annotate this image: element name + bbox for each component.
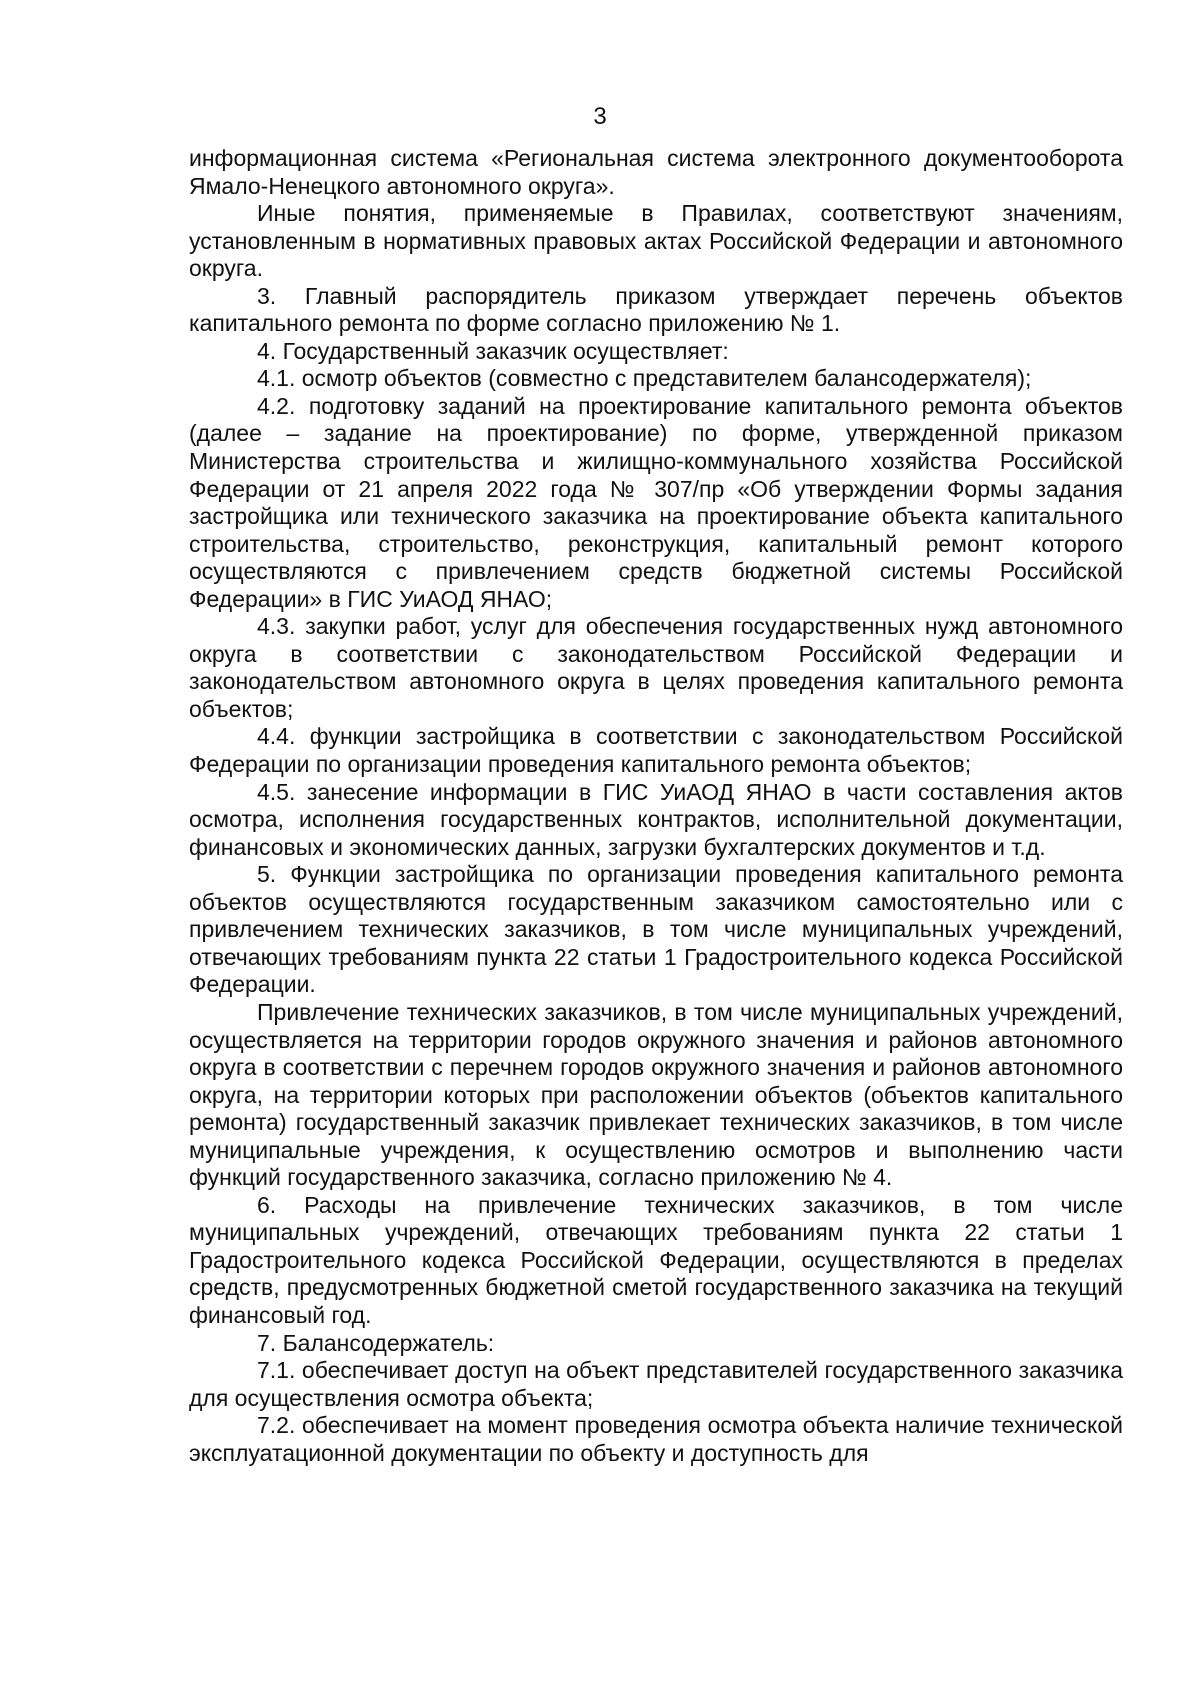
paragraph: 4.5. занесение информации в ГИС УиАОД ЯНАО в части составления актов осмотра, исполнения государственных контрактов, исполнительной документации, финансовых и экономических данных, загрузки бухгалтерских документов и т.д. bbox=[189, 778, 1123, 860]
paragraph: 4.3. закупки работ, услуг для обеспечения государственных нужд автономного округа в соответствии с законодательством Российской Федерации и законодательством автономного округа в целях проведения капитального ремонта объектов; bbox=[189, 613, 1123, 722]
paragraph: 4. Государственный заказчик осуществляет: bbox=[257, 337, 729, 364]
paragraph: 4.2. подготовку заданий на проектирование капитального ремонта объектов (далее – задание на проектирование) по форме, утвержденной приказом Министерства строительства и жилищно-коммунального хозяйства Российской Федерации от 21 апреля 2022 года № 307/пр «Об утверждении Формы задания застройщика или технического заказчика на проектирование объекта капитального строительства, строительство, реконструкция, капитальный ремонт которого осуществляются с привлечением средств бюджетной системы Российской Федерации» в ГИС УиАОД ЯНАО; bbox=[189, 392, 1123, 612]
paragraph: информационная система «Региональная система электронного документооборота Ямало-Ненецкого автономного округа». bbox=[189, 145, 1123, 199]
page-number: 3 bbox=[593, 103, 607, 130]
paragraph: 4.4. функции застройщика в соответствии с законодательством Российской Федерации по организации проведения капитального ремонта объектов; bbox=[189, 723, 1123, 778]
paragraph: Привлечение технических заказчиков, в том числе муниципальных учреждений, осуществляется на территории городов окружного значения и районов автономного округа в соответствии с перечнем городов окружного значения и районов автономного округа, на территории которых при расположении объектов (объектов капитального ремонта) государственный заказчик привлекает технических заказчиков, в том числе муниципальные учреждения, к осуществлению осмотров и выполнению части функций государственного заказчика, согласно приложению № 4. bbox=[189, 998, 1123, 1191]
paragraph: 5. Функции застройщика по организации проведения капитального ремонта объектов осуществляются государственным заказчиком самостоятельно или с привлечением технических заказчиков, в том числе муниципальных учреждений, отвечающих требованиям пункта 22 статьи 1 Градостроительного кодекса Российской Федерации. bbox=[189, 861, 1123, 998]
paragraph: 4.1. осмотр объектов (совместно с представителем балансодержателя); bbox=[257, 365, 1032, 392]
document-body bbox=[189, 145, 1123, 1467]
paragraph: 7. Балансодержатель: bbox=[257, 1329, 495, 1356]
paragraph: 6. Расходы на привлечение технических заказчиков, в том числе муниципальных учреждений, отвечающих требованиям пункта 22 статьи 1 Градостроительного кодекса Российской Федерации, осуществляются в пределах средств, предусмотренных бюджетной сметой государственного заказчика на текущий финансовый год. bbox=[189, 1191, 1123, 1328]
paragraph: 3. Главный распорядитель приказом утверждает перечень объектов капитального ремонта по форме согласно приложению № 1. bbox=[189, 282, 1123, 337]
paragraph: Иные понятия, применяемые в Правилах, соответствуют значениям, установленным в нормативных правовых актах Российской Федерации и автономного округа. bbox=[189, 200, 1123, 282]
paragraph: 7.1. обеспечивает доступ на объект представителей государственного заказчика для осуществления осмотра объекта; bbox=[189, 1357, 1123, 1411]
paragraph: 7.2. обеспечивает на момент проведения осмотра объекта наличие технической эксплуатационной документации по объекту и доступность для bbox=[189, 1412, 1123, 1466]
